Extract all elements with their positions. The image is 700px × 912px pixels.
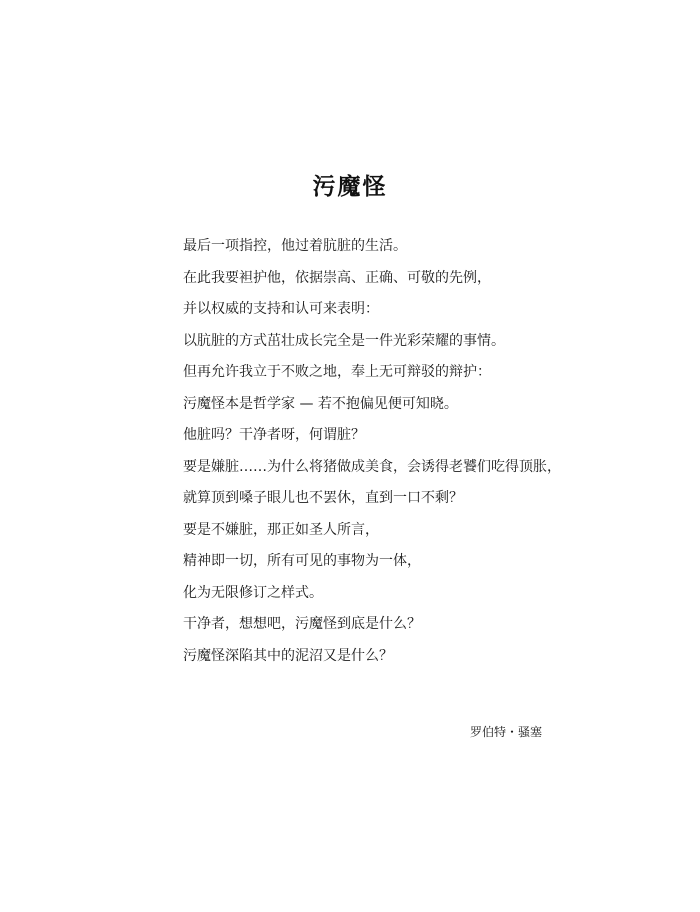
poem-line: 精神即一切，所有可见的事物为一体，	[183, 553, 421, 569]
poem-line: 以肮脏的方式茁壮成长完全是一件光彩荣耀的事情。	[183, 332, 505, 349]
poem-line: 在此我要袒护他，依据崇高、正确、可敬的先例，	[183, 269, 491, 286]
poem-line: 就算顶到嗓子眼儿也不罢休，直到一口不剩？	[183, 490, 463, 506]
poem-line: 要是嫌脏……为什么将猪做成美食，会诱得老饕们吃得顶胀，	[183, 458, 561, 475]
poem-line: 化为无限修订之样式。	[183, 584, 323, 601]
poem-title: 污魔怪	[312, 174, 388, 200]
poem-line: 污魔怪深陷其中的泥沼又是什么？	[183, 647, 393, 664]
poem-line: 最后一项指控，他过着肮脏的生活。	[183, 238, 407, 254]
poem-line: 要是不嫌脏，那正如圣人所言，	[183, 521, 379, 538]
poem-line: 他脏吗？干净者呀，何谓脏？	[183, 427, 365, 443]
poem-line: 但再允许我立于不败之地，奉上无可辩驳的辩护：	[183, 364, 491, 380]
poem-author: 罗伯特・骚塞	[470, 725, 543, 739]
poem-body	[183, 234, 583, 675]
poem-line: 干净者，想想吧，污魔怪到底是什么？	[183, 616, 421, 632]
poem-line: 污魔怪本是哲学家 — 若不抱偏见便可知晓。	[183, 395, 458, 412]
poem-line: 并以权威的支持和认可来表明：	[183, 301, 379, 317]
